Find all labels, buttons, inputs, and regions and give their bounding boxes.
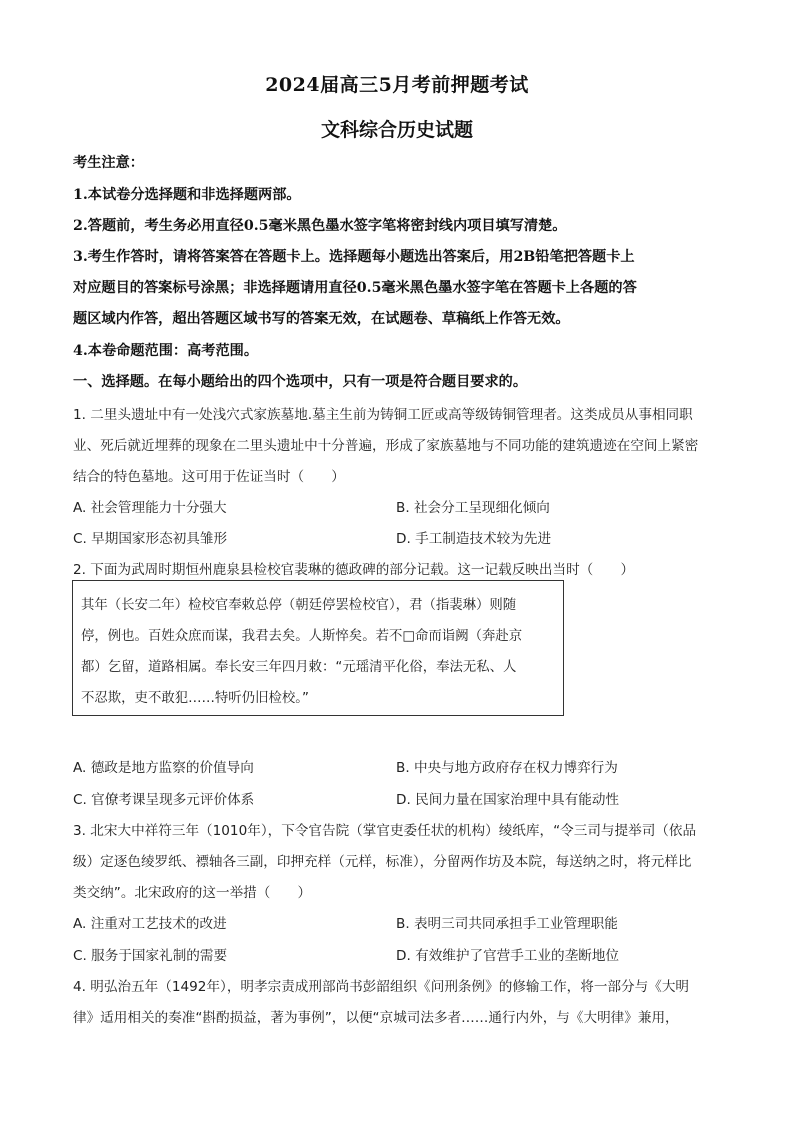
q2-option-a: A. 德政是地方监察的价值导向 [73,760,254,776]
q2-source-line: 都）乞留，道路相属。奉长安三年四月敕：“元瑶清平化俗，奉法无私、人 [81,660,517,675]
q2-source-box [72,580,564,716]
q2-option-c: C. 官僚考课呈现多元评价体系 [73,792,255,808]
section-heading: 一、选择题。在每小题给出的四个选项中，只有一项是符合题目要求的。 [73,374,528,390]
question-3-line: 类交纳”。北宋政府的这一举措（ ） [73,885,312,901]
q3-option-a: A. 注重对工艺技术的改进 [73,916,227,932]
q2-source-line: 停，例也。百姓众庶而谋，我君去矣。人斯悴矣。若不□命而诣阙（奔赴京 [81,629,523,644]
notice-line: 3.考生作答时，请将答案答在答题卡上。选择题每小题选出答案后，用2B铅笔把答题卡上 [73,249,635,265]
exam-subtitle: 文科综合历史试题 [320,119,473,141]
question-3-line: 级）定逐色绫罗纸、褾轴各三副，印押充样（元样，标准），分留两作坊及本院，每送纳之时，将元样比 [73,854,692,870]
question-2-stem: 2. 下面为武周时期恒州鹿泉县检校官裴琳的德政碑的部分记载。这一记载反映出当时（ ） [73,562,635,578]
q3-option-c: C. 服务于国家礼制的需要 [73,948,228,964]
q2-option-b: B. 中央与地方政府存在权力博弈行为 [396,760,618,776]
q2-source-line: 不忍欺，吏不敢犯……特听仍旧检校。” [81,691,309,706]
question-4-line: 4. 明弘治五年（1492年），明孝宗责成刑部尚书彭韶组织《问刑条例》的修输工作，将一部分与《大明 [73,979,690,995]
notice-line: 4.本卷命题范围：高考范围。 [73,343,259,359]
notice-line: 1.本试卷分选择题和非选择题两部。 [73,187,301,203]
q3-option-d: D. 有效维护了官营手工业的垄断地位 [396,948,620,964]
question-1-line: 结合的特色墓地。这可用于佐证当时（ ） [73,469,345,485]
q2-source-line: 其年（长安二年）检校官奉敕总停（朝廷停罢检校官），君（指裴琳）则随 [81,598,517,613]
q3-option-b: B. 表明三司共同承担手工业管理职能 [396,916,618,932]
question-3-line: 3. 北宋大中祥符三年（1010年），下令官告院（掌官吏委任状的机构）绫纸库，“令三司与提举司（依品 [73,823,697,839]
question-4-line: 律》适用相关的奏准“斟酌损益，著为事例”，以便“京城司法多者……通行内外，与《大明律》兼用， [73,1010,679,1026]
q2-option-d: D. 民间力量在国家治理中具有能动性 [396,792,620,808]
notice-line: 对应题目的答案标号涂黑；非选择题请用直径0.5毫米黑色墨水签字笔在答题卡上各题的答 [73,280,637,296]
q1-option-b: B. 社会分工呈现细化倾向 [396,500,550,516]
exam-title: 2024届高三5月考前押题考试 [265,74,529,96]
notice-heading: 考生注意： [73,155,144,171]
q1-option-a: A. 社会管理能力十分强大 [73,500,227,516]
q1-option-d: D. 手工制造技术较为先进 [396,531,552,547]
notice-line: 题区域内作答，超出答题区域书写的答案无效，在试题卷、草稿纸上作答无效。 [73,311,570,327]
question-1-line: 1. 二里头遗址中有一处浅穴式家族墓地.墓主生前为铸铜工匠或高等级铸铜管理者。这类成员从事相同职 [73,407,693,423]
notice-line: 2.答题前，考生务必用直径0.5毫米黑色墨水签字笔将密封线内项目填写清楚。 [73,218,567,234]
q1-option-c: C. 早期国家形态初具雏形 [73,531,228,547]
question-1-line: 业、死后就近埋葬的现象在二里头遗址中十分普遍，形成了家族墓地与不同功能的建筑遗迹在空间上紧密 [73,438,699,454]
